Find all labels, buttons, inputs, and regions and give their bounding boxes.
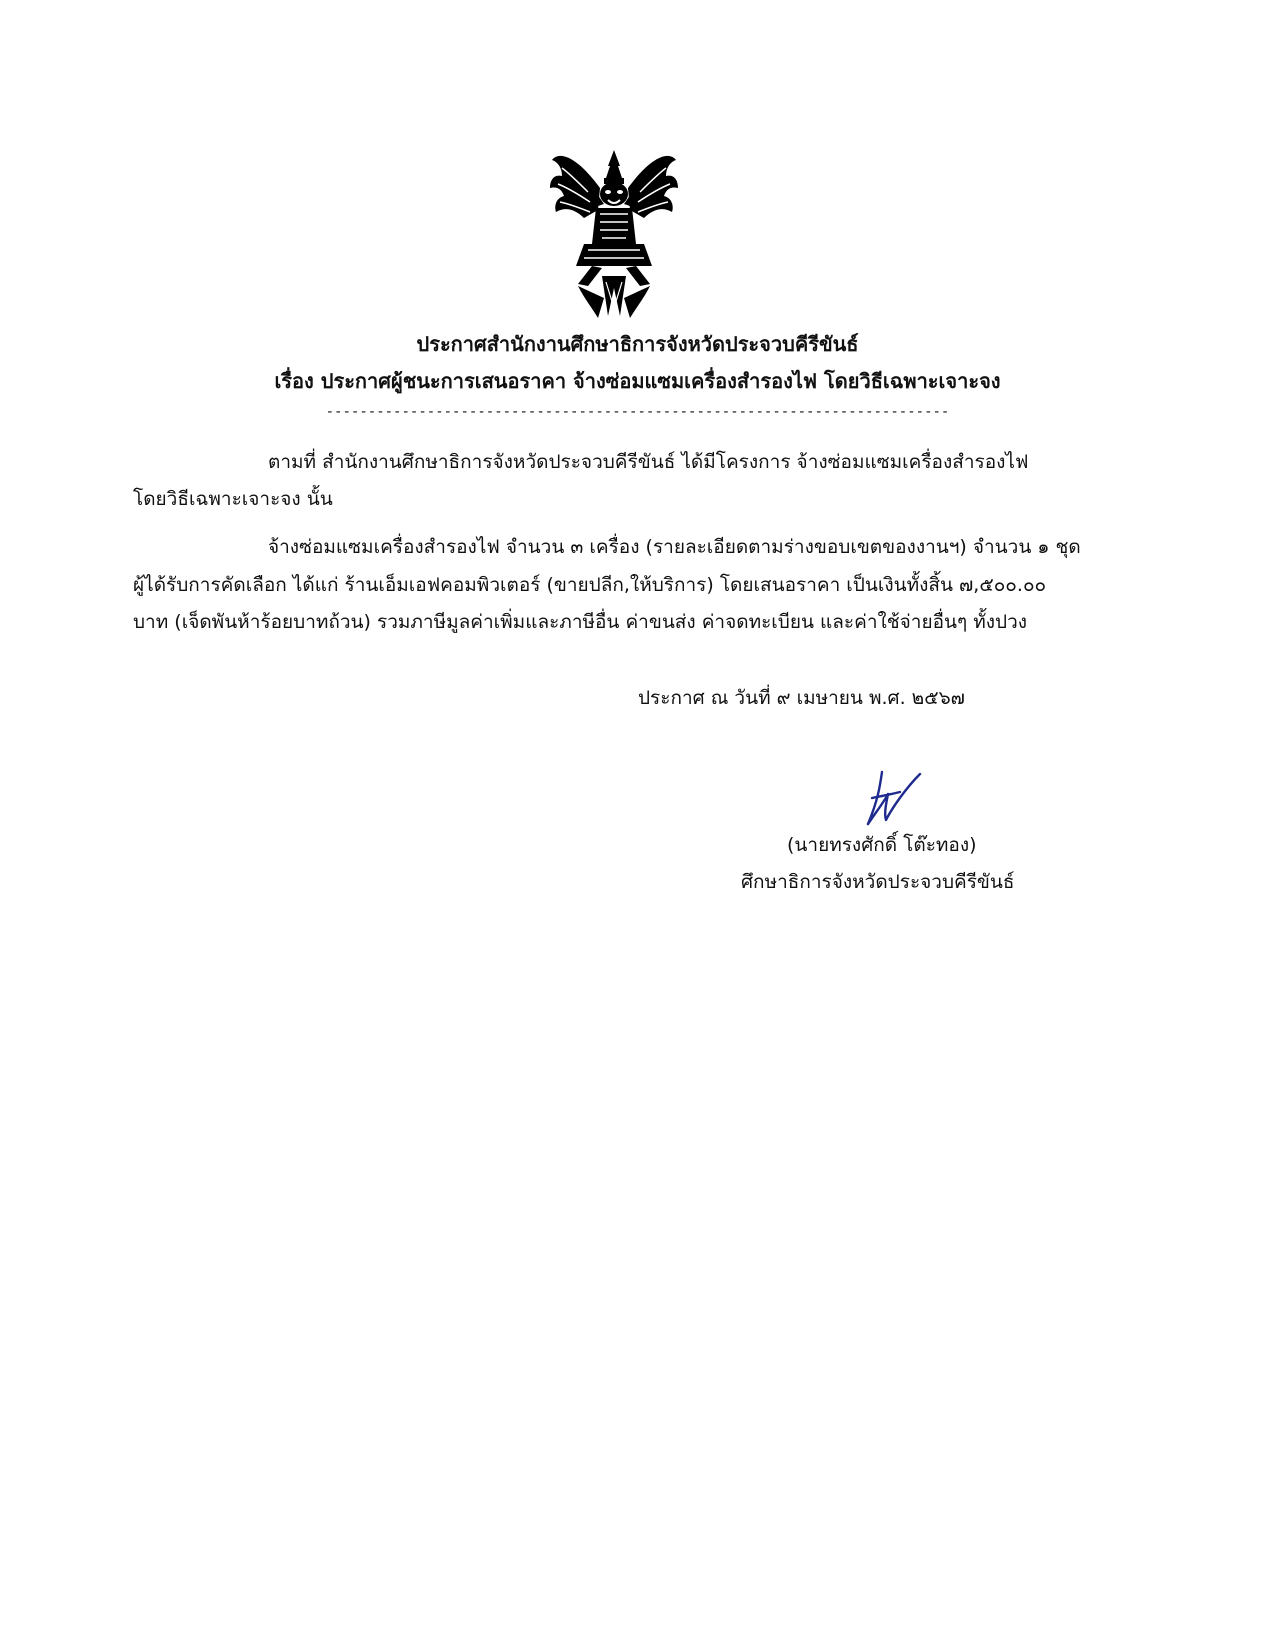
handwritten-signature-icon [862, 768, 924, 828]
paragraph-2-line-3: บาท (เจ็ดพันห้าร้อยบาทถ้วน) รวมภาษีมูลค่าเพิ่มและภาษีอื่น ค่าขนส่ง ค่าจดทะเบียน และค่าใช้จ่ายอื่นๆ ทั้งปวง [133, 611, 1028, 633]
divider-line: -------------------------------------------------------------------------- [325, 404, 950, 420]
paragraph-1-line-2: โดยวิธีเฉพาะเจาะจง นั้น [133, 488, 333, 510]
signer-position: ศึกษาธิการจังหวัดประจวบคีรีขันธ์ [741, 871, 1015, 893]
garuda-emblem-icon [548, 148, 680, 320]
signer-name: (นายทรงศักดิ์ โต๊ะทอง) [787, 834, 977, 856]
announcement-subject: เรื่อง ประกาศผู้ชนะการเสนอราคา จ้างซ่อมแซมเครื่องสำรองไฟ โดยวิธีเฉพาะเจาะจง [274, 369, 1001, 393]
paragraph-2-line-2: ผู้ได้รับการคัดเลือก ได้แก่ ร้านเอ็มเอฟคอมพิวเตอร์ (ขายปลีก,ให้บริการ) โดยเสนอราคา เป็นเงินทั้งสิ้น ๗,๕๐๐.๐๐ [133, 574, 1047, 596]
announcement-date: ประกาศ ณ วันที่ ๙ เมษายน พ.ศ. ๒๕๖๗ [638, 687, 965, 709]
announcement-title: ประกาศสำนักงานศึกษาธิการจังหวัดประจวบคีรีขันธ์ [416, 332, 859, 356]
paragraph-2-line-1: จ้างซ่อมแซมเครื่องสำรองไฟ จำนวน ๓ เครื่อง (รายละเอียดตามร่างขอบเขตของงานฯ) จำนวน ๑ ชุด [268, 536, 1081, 558]
paragraph-1-line-1: ตามที่ สำนักงานศึกษาธิการจังหวัดประจวบคีรีขันธ์ ได้มีโครงการ จ้างซ่อมแซมเครื่องสำรองไฟ [268, 451, 1029, 473]
